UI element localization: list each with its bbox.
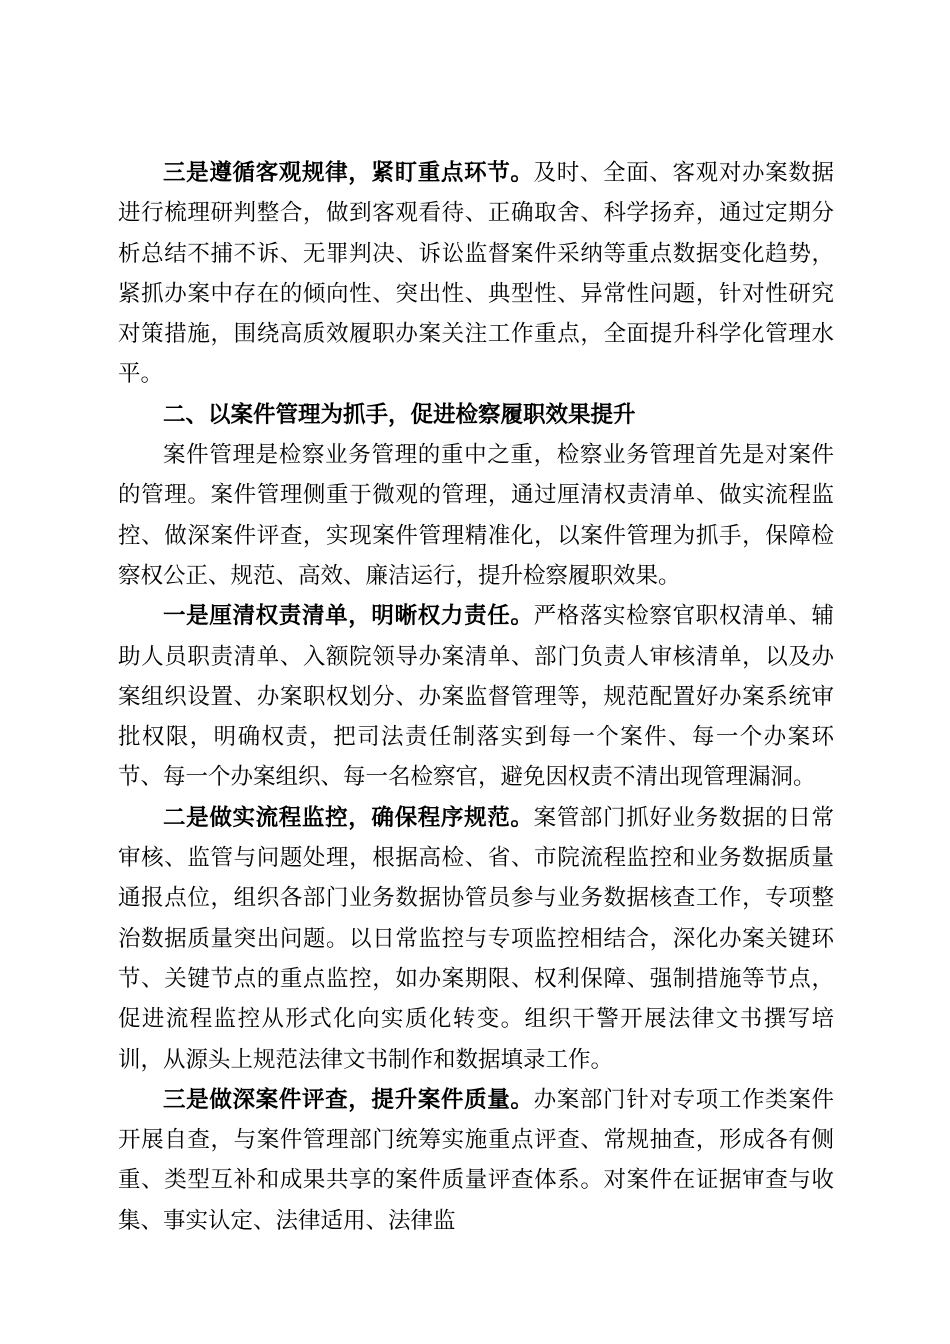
paragraph-lead: 三是遵循客观规律，紧盯重点环节。 [163,160,534,186]
paragraph-case-evaluation [118,1080,834,1241]
section-heading: 二、以案件管理为抓手，促进检察履职效果提升 [163,401,636,428]
paragraph-lead: 二是做实流程监控，确保程序规范。 [163,804,534,831]
paragraph-text: 案管部门抓好业务数据的日常审核、监管与问题处理，根据高检、省、市院流程监控和业务数据质量通报点位，组织各部门业务数据协管员参与业务数据核查工作，专项整治数据质量突出问题。以日常监控与专项监控相结合，深化办案关键环节、关键节点的重点监控，如办案期限、权利保障、强制措施等节点，促进流程监控从形式化向实质化转变。组织干警开展法律文书撰写培训，从源头上规范法律文书制作和数据填录工作。 [118,804,834,1073]
paragraph-text: 案件管理是检察业务管理的重中之重，检察业务管理首先是对案件的管理。案件管理侧重于微观的管理，通过厘清权责清单、做实流程监控、做深案件评查，实现案件管理精准化，以案件管理为抓手，保障检察权公正、规范、高效、廉洁运行，提升检察履职效果。 [118,442,834,589]
paragraph-text: 及时、全面、客观对办案数据进行梳理研判整合，做到客观看待、正确取舍、科学扬弃，通过定期分析总结不捕不诉、无罪判决、诉讼监督案件采纳等重点数据变化趋势，紧抓办案中存在的倾向性、突出性、典型性、异常性问题，针对性研究对策措施，围绕高质效履职办案关注工作重点，全面提升科学化管理水平。 [118,160,834,388]
paragraph-objective-rules [118,153,834,395]
paragraph-lead: 三是做深案件评查，提升案件质量。 [163,1086,534,1113]
paragraph-text: 严格落实检察官职权清单、辅助人员职责清单、入额院领导办案清单、部门负责人审核清单，以及办案组织设置、办案职权划分、办案监督管理等，规范配置好办案系统审批权限，明确权责，把司法责任制落实到每一个案件、每一个办案环节、每一个办案组织、每一名检察官，避免因权责不清出现管理漏洞。 [118,603,834,791]
document-page [118,153,834,1241]
paragraph-process-monitoring [118,798,834,1080]
paragraph-case-management-intro [118,435,834,596]
paragraph-responsibility-list [118,596,834,797]
paragraph-lead: 一是厘清权责清单，明晰权力责任。 [163,603,534,630]
paragraph-text: 办案部门针对专项工作类案件开展自查，与案件管理部门统筹实施重点评查、常规抽查，形成各有侧重、类型互补和成果共享的案件质量评查体系。对案件在证据审查与收集、事实认定、法律适用、法律监 [118,1086,834,1234]
